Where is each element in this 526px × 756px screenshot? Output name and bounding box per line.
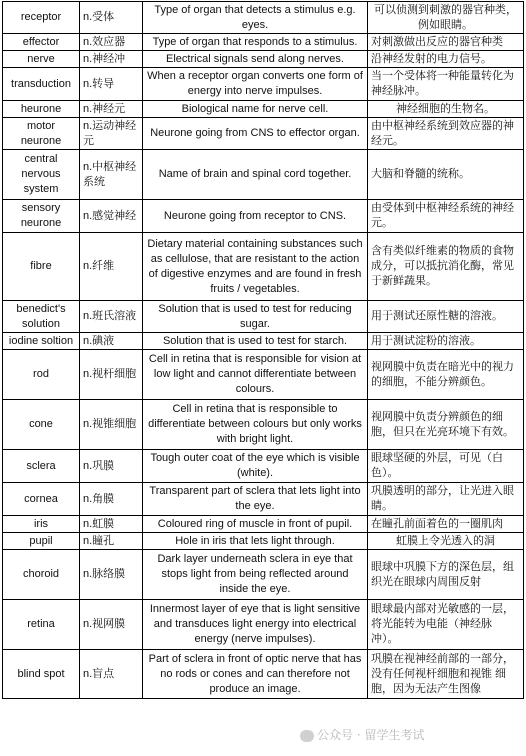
part-of-speech-cell: n.虹膜 xyxy=(80,516,143,533)
table-row xyxy=(3,350,524,400)
chinese-definition-cell: 大脑和脊髓的统称。 xyxy=(368,150,524,200)
chinese-definition-cell: 视网膜中负责在暗光中的视力的细胞，不能分辨颜色。 xyxy=(368,350,524,400)
vocabulary-table-container xyxy=(2,1,523,699)
chinese-definition-cell: 神经细胞的生物名。 xyxy=(368,101,524,118)
term-cell: pupil xyxy=(3,533,80,550)
chinese-definition-cell: 巩膜透明的部分，让光进入眼睛。 xyxy=(368,483,524,516)
definition-cell: Solution that is used to test for starch. xyxy=(143,333,368,350)
table-row xyxy=(3,150,524,200)
term-cell: central nervous system xyxy=(3,150,80,200)
chinese-definition-cell: 用于测试还原性糖的溶液。 xyxy=(368,301,524,333)
part-of-speech-cell: n.瞳孔 xyxy=(80,533,143,550)
definition-cell: Type of organ that responds to a stimulus. xyxy=(143,34,368,51)
chinese-definition-cell: 巩膜在视神经前部的一部分，没有任何视杆细胞和视锥 细胞，因为无法产生图像 xyxy=(368,650,524,699)
chinese-definition-cell: 眼球最内部对光敏感的一层，将光能转为电能（神经脉 冲）。 xyxy=(368,600,524,650)
chinese-definition-cell: 对刺激做出反应的器官种类 xyxy=(368,34,524,51)
table-row xyxy=(3,450,524,483)
definition-cell: Hole in iris that lets light through. xyxy=(143,533,368,550)
term-cell: motor neurone xyxy=(3,118,80,150)
chinese-definition-cell: 眼球坚硬的外层，可见（白色）。 xyxy=(368,450,524,483)
definition-cell: When a receptor organ converts one form of energy into nerve impulses. xyxy=(143,68,368,101)
part-of-speech-cell: n.神经冲 xyxy=(80,51,143,68)
definition-cell: Biological name for nerve cell. xyxy=(143,101,368,118)
part-of-speech-cell: n.脉络膜 xyxy=(80,550,143,600)
table-row xyxy=(3,34,524,51)
table-row xyxy=(3,483,524,516)
part-of-speech-cell: n.视锥细胞 xyxy=(80,400,143,450)
definition-cell: Dietary material containing substances such as cellulose, that are resistant to the action of digestive enzymes and are found in fresh fruits / vegetables. xyxy=(143,233,368,301)
part-of-speech-cell: n.效应器 xyxy=(80,34,143,51)
wechat-icon xyxy=(300,730,314,742)
term-cell: iris xyxy=(3,516,80,533)
table-row xyxy=(3,200,524,233)
table-row xyxy=(3,2,524,34)
part-of-speech-cell: n.受体 xyxy=(80,2,143,34)
part-of-speech-cell: n.巩膜 xyxy=(80,450,143,483)
term-cell: fibre xyxy=(3,233,80,301)
part-of-speech-cell: n.视杆细胞 xyxy=(80,350,143,400)
term-cell: effector xyxy=(3,34,80,51)
term-cell: heurone xyxy=(3,101,80,118)
part-of-speech-cell: n.角膜 xyxy=(80,483,143,516)
term-cell: cone xyxy=(3,400,80,450)
chinese-definition-cell: 用于测试淀粉的溶液。 xyxy=(368,333,524,350)
table-row xyxy=(3,516,524,533)
chinese-definition-cell: 虹膜上令光透入的洞 xyxy=(368,533,524,550)
term-cell: sclera xyxy=(3,450,80,483)
chinese-definition-cell: 由受体到中枢神经系统的神经元。 xyxy=(368,200,524,233)
part-of-speech-cell: n.神经元 xyxy=(80,101,143,118)
definition-cell: Electrical signals send along nerves. xyxy=(143,51,368,68)
term-cell: cornea xyxy=(3,483,80,516)
table-row xyxy=(3,333,524,350)
table-row xyxy=(3,118,524,150)
chinese-definition-cell: 眼球中巩膜下方的深色层，组织光在眼球内周围反射 xyxy=(368,550,524,600)
chinese-definition-cell: 可以侦测到刺激的器官种类，例如眼睛。 xyxy=(368,2,524,34)
part-of-speech-cell: n.感觉神经 xyxy=(80,200,143,233)
table-row xyxy=(3,550,524,600)
term-cell: benedict's solution xyxy=(3,301,80,333)
definition-cell: Cell in retina that is responsible to differentiate between colours but only works with bright light. xyxy=(143,400,368,450)
definition-cell: Dark layer underneath sclera in eye that stops light from being reflected around inside the eye. xyxy=(143,550,368,600)
definition-cell: Part of sclera in front of optic nerve that has no rods or cones and can therefore not produce an image. xyxy=(143,650,368,699)
vocabulary-table-body xyxy=(3,2,524,699)
definition-cell: Transparent part of sclera that lets light into the eye. xyxy=(143,483,368,516)
part-of-speech-cell: n.中枢神经系统 xyxy=(80,150,143,200)
table-row xyxy=(3,400,524,450)
part-of-speech-cell: n.碘液 xyxy=(80,333,143,350)
definition-cell: Coloured ring of muscle in front of pupil. xyxy=(143,516,368,533)
term-cell: rod xyxy=(3,350,80,400)
definition-cell: Innermost layer of eye that is light sensitive and transduces light energy into electrical energy (nerve impulses). xyxy=(143,600,368,650)
table-row xyxy=(3,51,524,68)
table-row xyxy=(3,650,524,699)
part-of-speech-cell: n.运动神经元 xyxy=(80,118,143,150)
chinese-definition-cell: 含有类似纤维素的物质的食物成分，可以抵抗消化酶，常见于新鲜蔬果。 xyxy=(368,233,524,301)
term-cell: nerve xyxy=(3,51,80,68)
part-of-speech-cell: n.盲点 xyxy=(80,650,143,699)
table-row xyxy=(3,68,524,101)
table-row xyxy=(3,233,524,301)
definition-cell: Neurone going from receptor to CNS. xyxy=(143,200,368,233)
part-of-speech-cell: n.转导 xyxy=(80,68,143,101)
definition-cell: Cell in retina that is responsible for vision at low light and cannot differentiate between colours. xyxy=(143,350,368,400)
definition-cell: Name of brain and spinal cord together. xyxy=(143,150,368,200)
table-row xyxy=(3,101,524,118)
term-cell: retina xyxy=(3,600,80,650)
part-of-speech-cell: n.视网膜 xyxy=(80,600,143,650)
term-cell: receptor xyxy=(3,2,80,34)
definition-cell: Type of organ that detects a stimulus e.g. eyes. xyxy=(143,2,368,34)
table-row xyxy=(3,600,524,650)
table-row xyxy=(3,301,524,333)
watermark xyxy=(300,726,424,743)
term-cell: transduction xyxy=(3,68,80,101)
definition-cell: Solution that is used to test for reducing sugar. xyxy=(143,301,368,333)
chinese-definition-cell: 在瞳孔前面着色的一圈肌肉 xyxy=(368,516,524,533)
chinese-definition-cell: 沿神经发射的电力信号。 xyxy=(368,51,524,68)
term-cell: sensory neurone xyxy=(3,200,80,233)
term-cell: blind spot xyxy=(3,650,80,699)
part-of-speech-cell: n.纤维 xyxy=(80,233,143,301)
table-row xyxy=(3,533,524,550)
watermark-text: 公众号 · 留学生考试 xyxy=(317,728,425,742)
chinese-definition-cell: 视网膜中负责分辨颜色的细胞，但只在光亮环境下有效。 xyxy=(368,400,524,450)
term-cell: iodine soltion xyxy=(3,333,80,350)
chinese-definition-cell: 当一个受体将一种能量转化为神经脉冲。 xyxy=(368,68,524,101)
definition-cell: Tough outer coat of the eye which is visible (white). xyxy=(143,450,368,483)
vocabulary-table xyxy=(2,1,524,699)
term-cell: choroid xyxy=(3,550,80,600)
chinese-definition-cell: 由中枢神经系统到效应器的神经元。 xyxy=(368,118,524,150)
part-of-speech-cell: n.班氏溶液 xyxy=(80,301,143,333)
definition-cell: Neurone going from CNS to effector organ. xyxy=(143,118,368,150)
